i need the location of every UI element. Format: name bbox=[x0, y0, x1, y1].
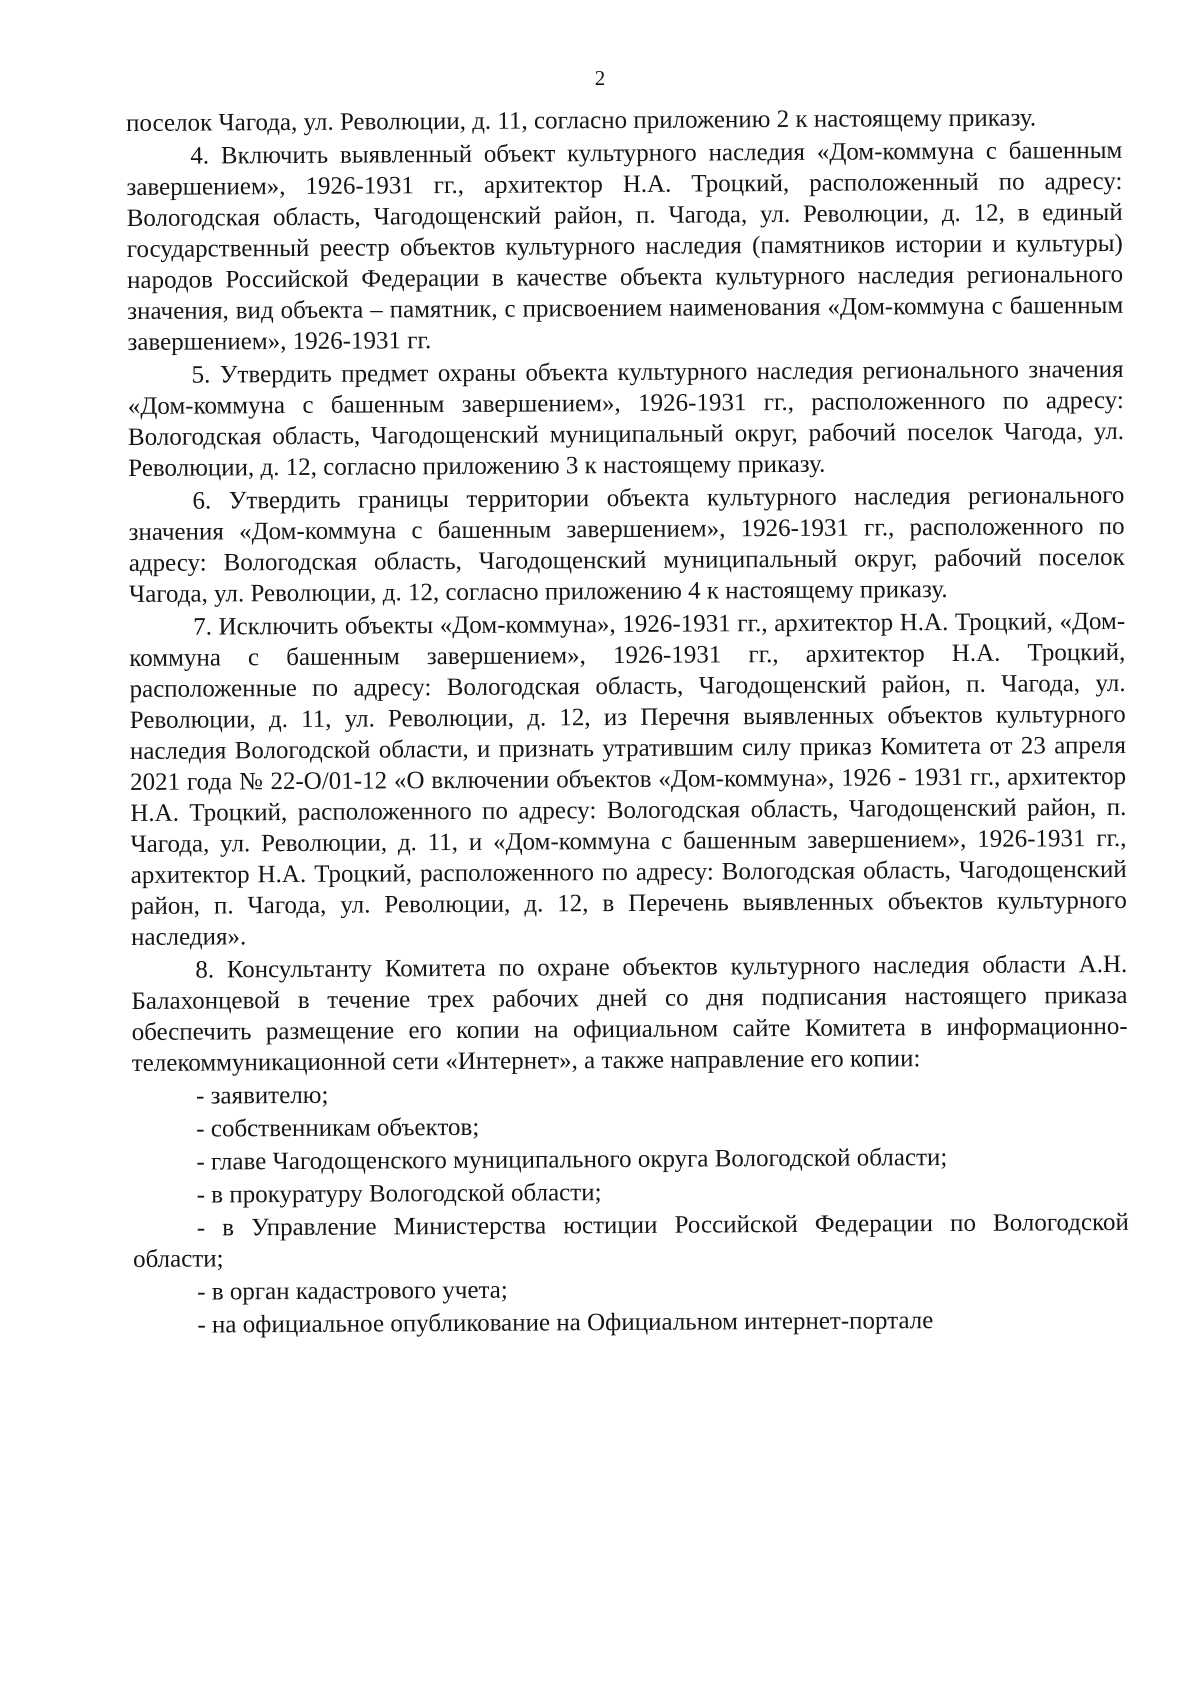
continuation-paragraph: поселок Чагода, ул. Революции, д. 11, согласно приложению 2 к настоящему приказу. bbox=[126, 104, 1037, 137]
list-item-owners: - собственникам объектов; bbox=[196, 1113, 480, 1143]
list-item-publication: - на официальное опубликование на Официальном интернет-портале bbox=[197, 1307, 934, 1339]
paragraph-5: 5. Утвердить предмет охраны объекта культурного наследия регионального значения «Дом-коммуна с башенным завершением», 1926-1931 гг., расположенного по адресу: Вологодская область, Чагодощенский муниципальный округ, рабочий поселок Чагода, ул. Революции, д. 12, согласно приложению 3 к настоящему приказу. bbox=[127, 355, 1125, 482]
page-number: 2 bbox=[594, 66, 606, 90]
document-body bbox=[126, 102, 1130, 1343]
distribution-list bbox=[132, 1075, 1130, 1341]
list-item-applicant: - заявителю; bbox=[195, 1081, 329, 1110]
paragraph-8: 8. Консультанту Комитета по охране объектов культурного наследия области А.Н. Балахонцевой в течение трех рабочих дней со дня подписания настоящего приказа обеспечить размещение его копии на официальном сайте Комитета в информационно-телекоммуникационной сети «Интернет», а также направление его копии: bbox=[131, 950, 1128, 1077]
paragraph-6: 6. Утвердить границы территории объекта культурного наследия регионального значения «Дом-коммуна с башенным завершением», 1926-1931 гг., расположенного по адресу: Вологодская область, Чагодощенский муниципальный округ, рабочий поселок Чагода, ул. Революции, д. 12, согласно приложению 4 к настоящему приказу. bbox=[128, 481, 1125, 608]
list-item-justice-ministry: - в Управление Министерства юстиции Российской Федерации по Вологодской области; bbox=[132, 1208, 1129, 1273]
list-item-district-head: - главе Чагодощенского муниципального округа Вологодской области; bbox=[196, 1144, 948, 1176]
list-item-cadastral: - в орган кадастрового учета; bbox=[197, 1276, 508, 1306]
paragraph-4: 4. Включить выявленный объект культурного наследия «Дом-коммуна с башенным завершением», 1926-1931 гг., архитектор Н.А. Троцкий, расположенный по адресу: Вологодская область, Чагодощенский район, п. Чагода, ул. Революции, д. 12, в единый государственный реестр объектов культурного наследия (памятников истории и культуры) народов Российской Федерации в качестве объекта культурного наследия регионального значения, вид объекта – памятник, с присвоением наименования «Дом-коммуна с башенным завершением», 1926-1931 гг. bbox=[126, 136, 1124, 356]
paragraph-7: 7. Исключить объекты «Дом-коммуна», 1926-1931 гг., архитектор Н.А. Троцкий, «Дом-коммуна с башенным завершением», 1926-1931 гг., архитектор Н.А. Троцкий, расположенные по адресу: Вологодская область, Чагодощенский район, п. Чагода, ул. Революции, д. 11, ул. Революции, д. 12, из Перечня выявленных объектов культурного наследия Вологодской области, и признать утратившим силу приказ Комитета от 23 апреля 2021 года № 22-О/01-12 «О включении объектов «Дом-коммуна», 1926 - 1931 гг., архитектор Н.А. Троцкий, расположенного по адресу: Вологодская область, Чагодощенский район, п. Чагода, ул. Революции, д. 11, и «Дом-коммуна с башенным завершением», 1926-1931 гг., архитектор Н.А. Троцкий, расположенного по адресу: Вологодская область, Чагодощенский район, п. Чагода, ул. Революции, д. 12, в Перечень выявленных объектов культурного наследия». bbox=[129, 607, 1127, 951]
list-item-prosecutor: - в прокуратуру Вологодской области; bbox=[196, 1179, 602, 1209]
